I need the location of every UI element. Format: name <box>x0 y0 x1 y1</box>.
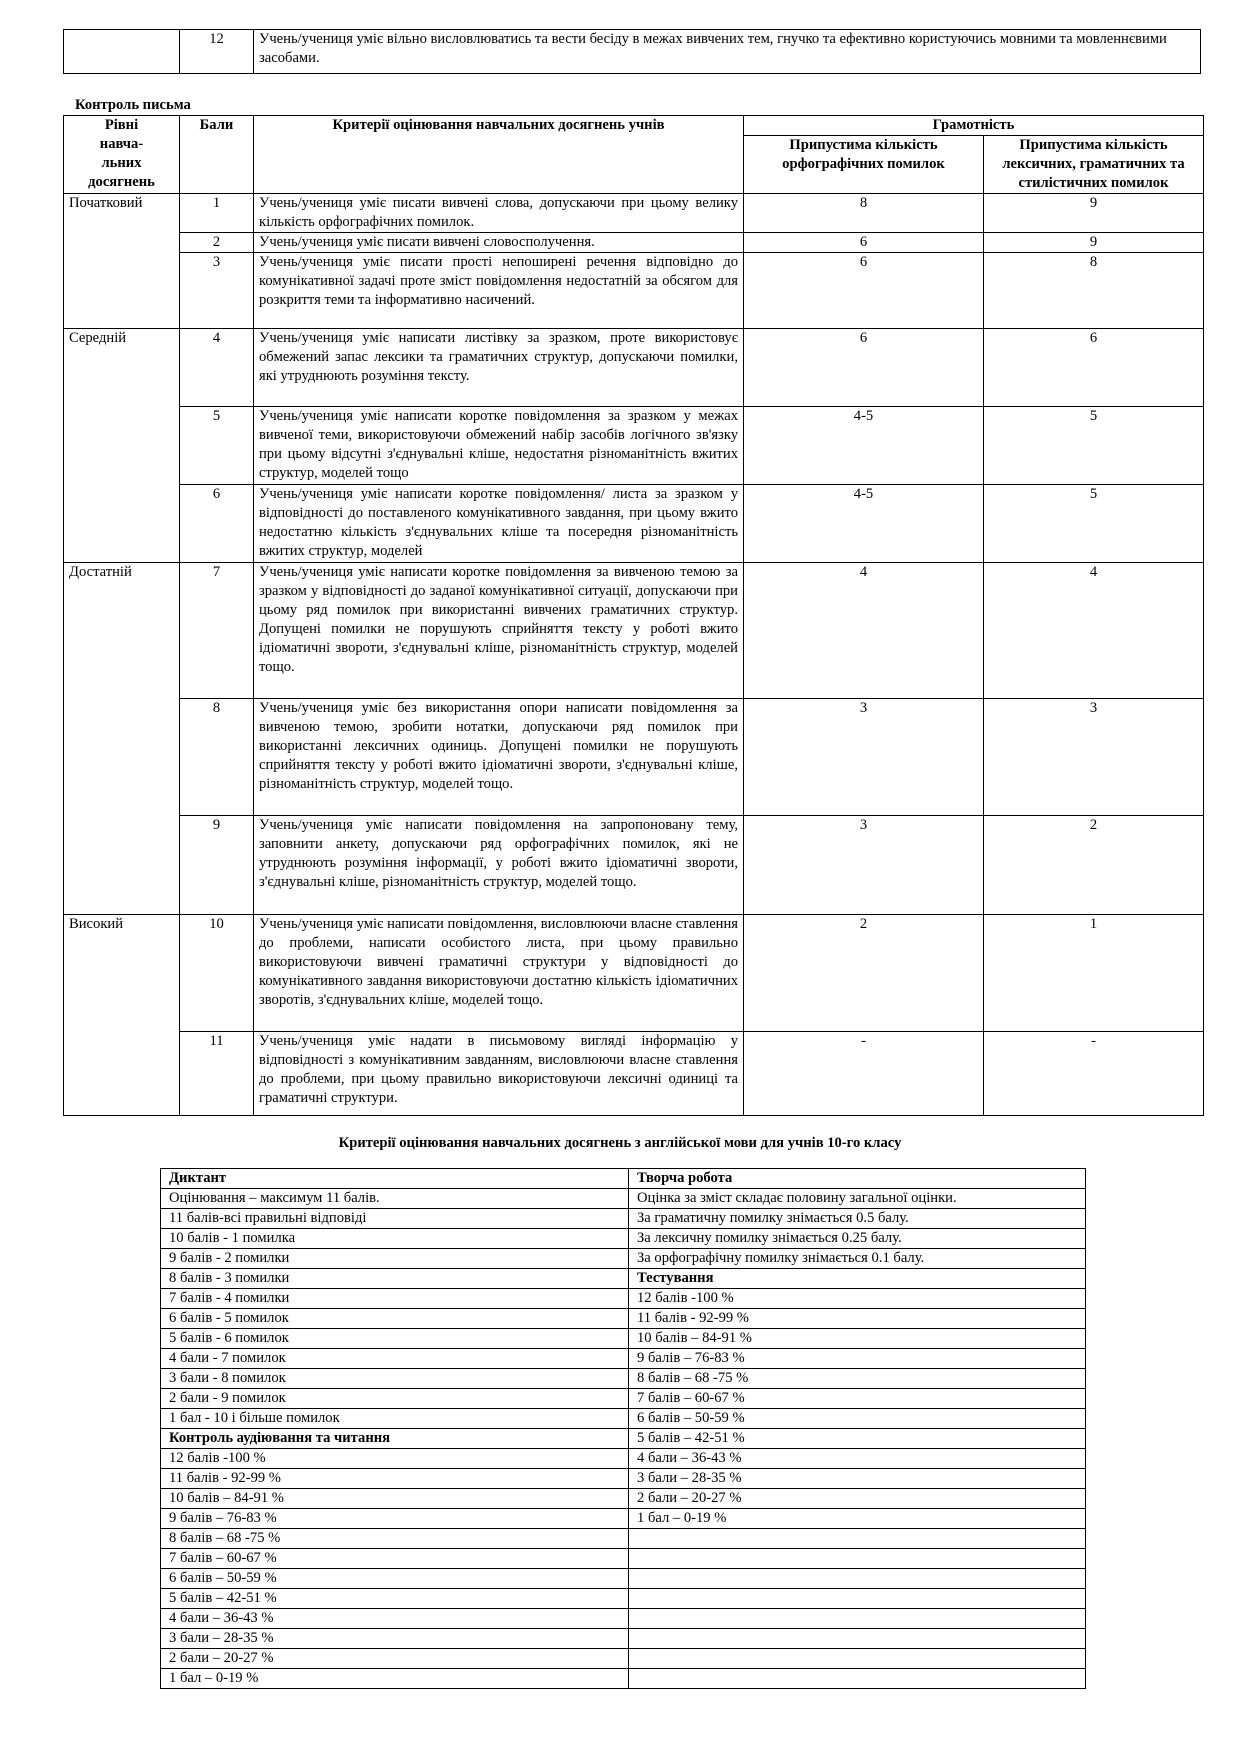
dictation-header: Диктант <box>161 1169 629 1189</box>
creative-cell: 3 бали – 28-35 % <box>629 1469 1086 1489</box>
spelling-errors-cell: 6 <box>744 253 984 329</box>
creative-cell: 6 балів – 50-59 % <box>629 1409 1086 1429</box>
lexical-errors-cell: 6 <box>984 329 1204 407</box>
lexical-header: Припустима кількість лексичних, граматичних та стилістичних помилок <box>984 136 1204 194</box>
table-row <box>64 194 1204 233</box>
dictation-cell: 4 бали - 7 помилок <box>161 1349 629 1369</box>
writing-section-title: Контроль письма <box>75 97 191 113</box>
table-row <box>64 329 1204 407</box>
criteria-section-title: Критерії оцінювання навчальних досягнень з англійської мови для учнів 10-го класу <box>338 1135 902 1151</box>
table-row <box>64 563 1204 699</box>
criteria-cell: Учень/учениця уміє писати вивчені слова, допускаючи при цьому велику кількість орфографічних помилок. <box>254 194 744 233</box>
table-row <box>161 1349 1086 1369</box>
dictation-cell: 1 бал - 10 і більше помилок <box>161 1409 629 1429</box>
score-cell: 10 <box>180 915 254 1032</box>
table-row <box>161 1589 1086 1609</box>
dictation-cell: Контроль аудіювання та читання <box>161 1429 629 1449</box>
table-row <box>161 1269 1086 1289</box>
dictation-cell: 2 бали - 9 помилок <box>161 1389 629 1409</box>
creative-cell: 8 балів – 68 -75 % <box>629 1369 1086 1389</box>
dictation-cell: 1 бал – 0-19 % <box>161 1669 629 1689</box>
spelling-header: Припустима кількість орфографічних помилок <box>744 136 984 194</box>
dictation-cell: 7 балів - 4 помилки <box>161 1289 629 1309</box>
creative-cell: 2 бали – 20-27 % <box>629 1489 1086 1509</box>
writing-criteria-table <box>63 115 1204 1116</box>
lexical-errors-cell: 5 <box>984 407 1204 485</box>
dictation-cell: 12 балів -100 % <box>161 1449 629 1469</box>
table-row <box>161 1629 1086 1649</box>
table-row <box>161 1569 1086 1589</box>
score-header: Бали <box>180 116 254 194</box>
table-row <box>161 1389 1086 1409</box>
dictation-cell: 3 бали – 28-35 % <box>161 1629 629 1649</box>
table-row <box>64 1032 1204 1116</box>
creative-cell: 7 балів – 60-67 % <box>629 1389 1086 1409</box>
criteria-cell: Учень/учениця уміє писати вивчені словосполучення. <box>254 233 744 253</box>
lexical-errors-cell: 9 <box>984 233 1204 253</box>
creative-cell <box>629 1609 1086 1629</box>
score-cell: 9 <box>180 816 254 915</box>
creative-cell <box>629 1669 1086 1689</box>
score-cell: 6 <box>180 485 254 563</box>
level-cell: Високий <box>64 915 180 1116</box>
lexical-errors-cell: 5 <box>984 485 1204 563</box>
dictation-cell: 6 балів – 50-59 % <box>161 1569 629 1589</box>
table-row <box>161 1449 1086 1469</box>
dictation-cell: 7 балів – 60-67 % <box>161 1549 629 1569</box>
table-row <box>161 1189 1086 1209</box>
lexical-errors-cell: 2 <box>984 816 1204 915</box>
level-cell: Початковий <box>64 194 180 329</box>
table-row <box>64 915 1204 1032</box>
dictation-cell: 11 балів-всі правильні відповіді <box>161 1209 629 1229</box>
creative-cell: 12 балів -100 % <box>629 1289 1086 1309</box>
header-row <box>64 116 1204 136</box>
table-row <box>161 1429 1086 1449</box>
creative-cell <box>629 1649 1086 1669</box>
dictation-cell: 2 бали – 20-27 % <box>161 1649 629 1669</box>
creative-cell: 9 балів – 76-83 % <box>629 1349 1086 1369</box>
table-row <box>161 1609 1086 1629</box>
table-row <box>64 253 1204 329</box>
table-row <box>161 1309 1086 1329</box>
lexical-errors-cell: - <box>984 1032 1204 1116</box>
spelling-errors-cell: 6 <box>744 329 984 407</box>
creative-cell: 5 балів – 42-51 % <box>629 1429 1086 1449</box>
score-cell: 2 <box>180 233 254 253</box>
dictation-cell: 9 балів - 2 помилки <box>161 1249 629 1269</box>
table-row <box>64 816 1204 915</box>
dictation-cell: 8 балів – 68 -75 % <box>161 1529 629 1549</box>
table-row <box>161 1489 1086 1509</box>
table-row <box>161 1169 1086 1189</box>
creative-cell <box>629 1589 1086 1609</box>
table-row <box>161 1669 1086 1689</box>
level-cell: Достатній <box>64 563 180 915</box>
criteria-cell: Учень/учениця уміє написати коротке повідомлення за вивченою темою за зразком у відповідності до заданої комунікативної ситуації, допускаючи при цьому ряд помилок при використанні вивчених граматичних структур. Допущені помилки не порушують сприйняття тексту у роботі вжито ідіоматичні звороти, з'єднувальні кліше, різноманітність структур, моделей тощо. <box>254 563 744 699</box>
spelling-errors-cell: - <box>744 1032 984 1116</box>
creative-cell: 11 балів - 92-99 % <box>629 1309 1086 1329</box>
score-cell: 11 <box>180 1032 254 1116</box>
criteria-cell: Учень/учениця уміє написати повідомлення на запропоновану тему, заповнити анкету, допускаючи ряд орфографічних помилок, які не утруднюють розуміння інформації, у роботі вжито ідіоматичні звороти, з'єднувальні кліше, різноманітність структур, моделей тощо. <box>254 816 744 915</box>
criteria-header: Критерії оцінювання навчальних досягнень учнів <box>254 116 744 194</box>
criteria-cell: Учень/учениця уміє без використання опори написати повідомлення за вивченою темою, зробити нотатки, допускаючи ряд помилок при використанні лексичних одиниць. Допущені помилки не порушують сприйняття тексту у роботі вжито ідіоматичні звороти, з'єднувальні кліше, різноманітність структур, моделей тощо. <box>254 699 744 816</box>
creative-cell: За орфографічну помилку знімається 0.1 балу. <box>629 1249 1086 1269</box>
dictation-cell: 10 балів – 84-91 % <box>161 1489 629 1509</box>
table-row <box>161 1409 1086 1429</box>
criteria-cell: Учень/учениця уміє написати повідомлення, висловлюючи власне ставлення до проблеми, написати особистого листа, при цьому правильно використовуючи вивчені граматичні структури у відповідності до комунікативного завдання використовуючи достатню кількість ідіоматичних зворотів, з'єднувальних кліше, моделей тощо. <box>254 915 744 1032</box>
dictation-cell: 10 балів - 1 помилка <box>161 1229 629 1249</box>
creative-cell: 4 бали – 36-43 % <box>629 1449 1086 1469</box>
score-cell: 7 <box>180 563 254 699</box>
table-row <box>161 1289 1086 1309</box>
lexical-errors-cell: 4 <box>984 563 1204 699</box>
creative-cell: За граматичну помилку знімається 0.5 балу. <box>629 1209 1086 1229</box>
criteria-cell: Учень/учениця уміє написати листівку за зразком, проте використовує обмежений запас лексики та граматичних структур, допускаючи помилки, які утруднюють розуміння тексту. <box>254 329 744 407</box>
spelling-errors-cell: 4-5 <box>744 485 984 563</box>
table-row <box>161 1369 1086 1389</box>
creative-header: Творча робота <box>629 1169 1086 1189</box>
speaking-table-tail <box>63 29 1201 74</box>
table-row <box>161 1509 1086 1529</box>
table-row <box>64 407 1204 485</box>
spelling-errors-cell: 6 <box>744 233 984 253</box>
lexical-errors-cell: 9 <box>984 194 1204 233</box>
table-row <box>64 233 1204 253</box>
spelling-errors-cell: 4-5 <box>744 407 984 485</box>
criteria-cell: Учень/учениця уміє надати в письмовому вигляді інформацію у відповідності з комунікативним завданням, висловлюючи власне ставлення до проблеми, при цьому правильно використовуючи лексичні одиниці та граматичні структури. <box>254 1032 744 1116</box>
dictation-cell: 4 бали – 36-43 % <box>161 1609 629 1629</box>
table-row <box>161 1549 1086 1569</box>
criteria-cell: Учень/учениця уміє писати прості непоширені речення відповідно до комунікативної задачі проте зміст повідомлення недостатній за обсягом для розкриття теми та інформативно насичений. <box>254 253 744 329</box>
dictation-cell: 5 балів – 42-51 % <box>161 1589 629 1609</box>
table-row <box>64 485 1204 563</box>
dictation-cell: 6 балів - 5 помилок <box>161 1309 629 1329</box>
dictation-cell: 5 балів - 6 помилок <box>161 1329 629 1349</box>
table-row <box>161 1209 1086 1229</box>
grading-scale-table <box>160 1168 1086 1689</box>
score-cell: 5 <box>180 407 254 485</box>
lexical-errors-cell: 3 <box>984 699 1204 816</box>
table-row <box>64 30 1201 74</box>
table-row <box>161 1649 1086 1669</box>
lexical-errors-cell: 8 <box>984 253 1204 329</box>
table-row <box>64 699 1204 816</box>
level-cell: Середній <box>64 329 180 563</box>
creative-cell <box>629 1629 1086 1649</box>
score-cell: 4 <box>180 329 254 407</box>
creative-cell: Тестування <box>629 1269 1086 1289</box>
spelling-errors-cell: 4 <box>744 563 984 699</box>
level-header: Рівні навча-льних досягнень <box>64 116 180 194</box>
criteria-cell: Учень/учениця уміє написати коротке повідомлення/ листа за зразком у відповідності до поставленого комунікативного завдання, при цьому вжито недостатню кількість з'єднувальних кліше та посередня різноманітність вжитих структур, моделей <box>254 485 744 563</box>
dictation-cell: 3 бали - 8 помилок <box>161 1369 629 1389</box>
creative-cell: За лексичну помилку знімається 0.25 балу. <box>629 1229 1086 1249</box>
criteria-cell: Учень/учениця уміє написати коротке повідомлення за зразком у межах вивченої теми, використовуючи обмежений набір засобів логічного зв'язку при цьому відсутні з'єднувальні кліше, недостатня різноманітність вжитих структур, моделей тощо <box>254 407 744 485</box>
table-row <box>161 1469 1086 1489</box>
creative-cell <box>629 1569 1086 1589</box>
score-cell: 3 <box>180 253 254 329</box>
table-row <box>161 1329 1086 1349</box>
dictation-cell: Оцінювання – максимум 11 балів. <box>161 1189 629 1209</box>
dictation-cell: 8 балів - 3 помилки <box>161 1269 629 1289</box>
spelling-errors-cell: 8 <box>744 194 984 233</box>
creative-cell <box>629 1549 1086 1569</box>
score-cell: 1 <box>180 194 254 233</box>
score-cell: 12 <box>180 30 254 74</box>
spelling-errors-cell: 2 <box>744 915 984 1032</box>
criteria-cell: Учень/учениця уміє вільно висловлюватись та вести бесіду в межах вивчених тем, гнучко та ефективно користуючись мовними та мовленнєвими засобами. <box>254 30 1201 74</box>
table-row <box>161 1229 1086 1249</box>
lexical-errors-cell: 1 <box>984 915 1204 1032</box>
level-cell <box>64 30 180 74</box>
spelling-errors-cell: 3 <box>744 699 984 816</box>
score-cell: 8 <box>180 699 254 816</box>
creative-cell <box>629 1529 1086 1549</box>
dictation-cell: 11 балів - 92-99 % <box>161 1469 629 1489</box>
creative-cell: 1 бал – 0-19 % <box>629 1509 1086 1529</box>
literacy-header: Грамотність <box>744 116 1204 136</box>
creative-cell: Оцінка за зміст складає половину загальної оцінки. <box>629 1189 1086 1209</box>
spelling-errors-cell: 3 <box>744 816 984 915</box>
table-row <box>161 1249 1086 1269</box>
creative-cell: 10 балів – 84-91 % <box>629 1329 1086 1349</box>
table-row <box>161 1529 1086 1549</box>
dictation-cell: 9 балів – 76-83 % <box>161 1509 629 1529</box>
